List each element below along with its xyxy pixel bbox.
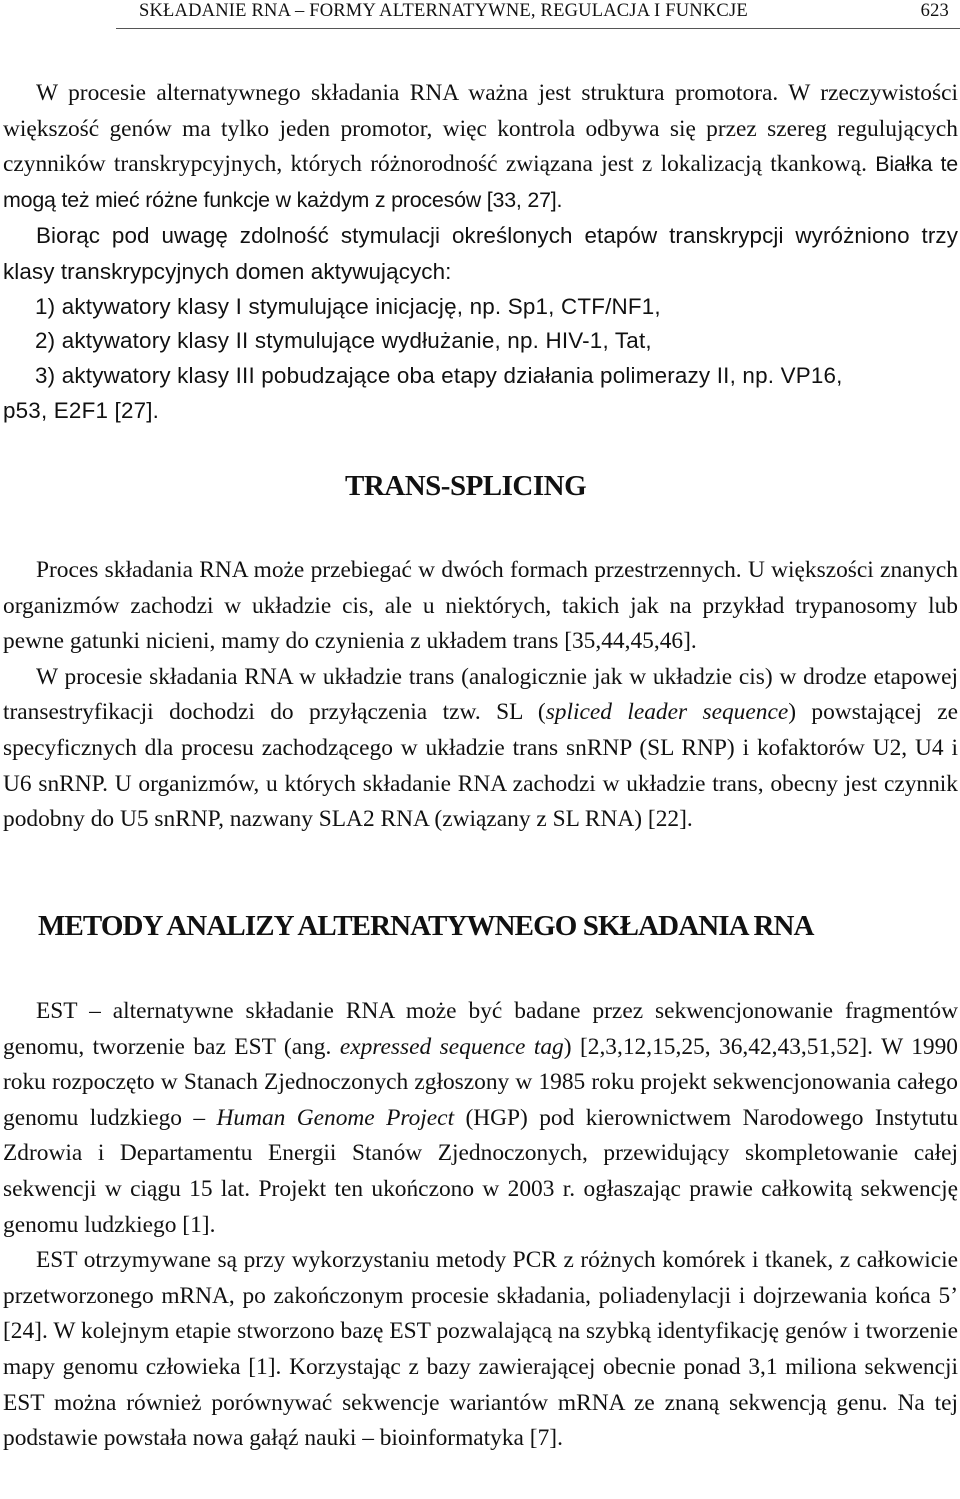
metody-p1-italic-2: Human Genome Project (216, 1104, 455, 1131)
list-item: 1) aktywatory klasy I stymulujące inicjację, np. Sp1, CTF/NF1, (35, 293, 661, 319)
trans-paragraph-2 (3, 660, 958, 838)
list-item: 3) aktywatory klasy III pobudzające oba etapy działania polimerazy II, np. VP16, (35, 363, 843, 389)
list-item: p53, E2F1 [27]. (3, 398, 160, 424)
header-rule (116, 28, 960, 29)
metody-paragraph-1 (3, 994, 958, 1243)
section-heading-trans-splicing: TRANS-SPLICING (345, 470, 587, 502)
metody-p1-text-a: EST – alternatywne składanie RNA może być badane przez sekwencjonowanie fragmentów genomu, tworzenie baz EST (ang. (3, 998, 958, 1060)
intro-p1-text: W procesie alternatywnego składania RNA ważna jest struktura promotora. W rzeczywistości większość genów ma tylko jeden promotor, więc kontrola odbywa się przez szereg regulujących czynników transkrypcyjnych, których różnorodność związana jest z lokalizacją tkankową. (3, 80, 958, 178)
trans-p1-condensed: Proces składania RNA może przebiegać w dwóch formach przestrzennych. (36, 557, 742, 583)
metody-p1-text-b: ) [2,3,12,15,25, 36,42,43,51,52]. W 1990 roku rozpoczęto w Stanach Zjednoczonych zgłoszony w 1985 roku projekt sekwencjonowania całego genomu ludzkiego – (3, 1033, 958, 1131)
intro-section (3, 76, 958, 429)
trans-splicing-section (3, 553, 958, 838)
metody-p2-text-a: EST otrzymywane są przy wykorzystaniu metody PCR z różnych komórek i tkanek, z całkowicie przetworzonego mRNA, po zakończonym procesie składania, poliadenylacji i dojrzewania końca 5’ [24]. (3, 1247, 958, 1345)
list-item: 2) aktywatory klasy II stymulujące wydłużanie, np. HIV-1, Tat, (35, 328, 652, 354)
section-heading-metody: METODY ANALIZY ALTERNATYWNEGO SKŁADANIA RNA (38, 910, 814, 942)
intro-paragraph-2: Biorąc pod uwagę zdolność stymulacji określonych etapów transkrypcji wyróżniono trzy klasy transkrypcyjnych domen aktywujących: (3, 223, 958, 284)
running-header (0, 0, 960, 30)
metody-paragraph-2 (3, 1243, 958, 1457)
page-number: 623 (920, 1, 949, 21)
activator-list (3, 290, 958, 430)
running-title: SKŁADANIE RNA – FORMY ALTERNATYWNE, REGULACJA I FUNKCJE (139, 1, 748, 21)
intro-paragraph-1 (3, 76, 958, 218)
trans-p2-italic: spliced leader sequence (545, 699, 789, 726)
trans-p2-text-a: W procesie składania RNA w układzie trans (analogicznie jak w układzie cis) w drodze etapowej transestryfikacji dochodzi do przyłączenia tzw. SL ( (3, 663, 958, 726)
intro-p1-sans-text: Białka te mogą też mieć różne funkcje w każdym z procesów [33, 27]. (3, 152, 958, 212)
metody-p1-italic-1: expressed sequence tag (339, 1033, 564, 1060)
metody-p1-text-c: (HGP) pod kierownictwem Narodowego Instytutu Zdrowia i Departamentu Energii Stanów Zjednoczonych, przewidujący skompletowanie całej sekwencji w ciągu 15 lat. Projekt ten ukończono w 2003 r. ogłaszając prawie całkowitą sekwencję genomu ludzkiego [1]. (3, 1104, 958, 1238)
trans-p1-text: U większości znanych organizmów zachodzi w układzie cis, ale u niektórych, takich jak na przykład trypanosomy lub pewne gatunki nicieni, mamy do czynienia z układem trans [35,44,45,46]. (3, 557, 958, 655)
metody-section (3, 994, 958, 1457)
trans-paragraph-1 (3, 553, 958, 660)
metody-p2-text-b: W kolejnym etapie stworzono bazę EST pozwalającą na szybką identyfikację genów i tworzenie mapy genomu człowieka [1]. Korzystając z bazy zawierającej obecnie ponad 3,1 miliona sekwencji EST można również porównywać sekwencje wariantów mRNA ze znaną sekwencją genu. Na tej podstawie powstała nowa gałąź nauki – bioinformatyka [7]. (3, 1318, 958, 1452)
trans-p2-text-b: ) powstającej ze specyficznych dla procesu zachodzącego w układzie trans snRNP (SL RNP) i kofaktorów U2, U4 i U6 snRNP. U organizmów, u których składanie RNA zachodzi w układzie trans, obecny jest czynnik podobny do U5 snRNP, nazwany SLA2 RNA (związany z SL RNA) [22]. (3, 699, 958, 833)
